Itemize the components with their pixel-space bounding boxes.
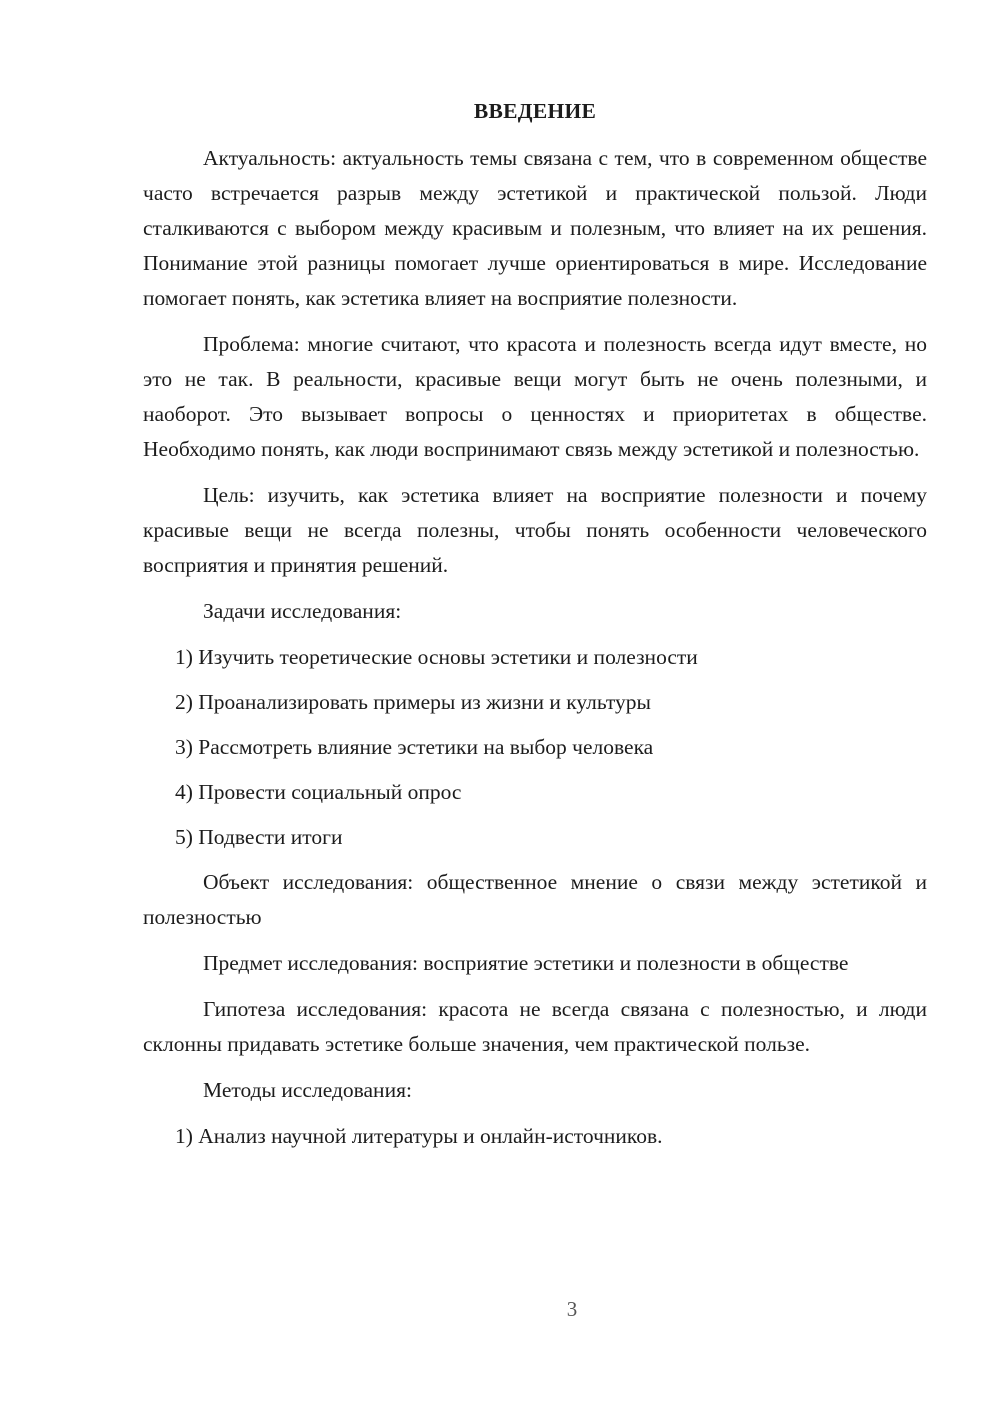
list-item: 5) Подвести итоги <box>175 825 343 849</box>
relevance-paragraph: Актуальность: актуальность темы связана с тем, что в современном обществе часто встречается разрыв между эстетикой и практической пользой. Люди сталкиваются с выбором между красивым и полезным, что влияет на их решения. Понимание этой разницы помогает лучше ориентироваться в мире. Исследование помогает понять, как эстетика влияет на восприятие полезности. <box>143 146 927 310</box>
tasks-heading: Задачи исследования: <box>203 599 402 623</box>
object-paragraph: Объект исследования: общественное мнение о связи между эстетикой и полезностью <box>143 870 927 929</box>
document-page <box>143 94 927 1164</box>
page-number: 3 <box>566 1297 578 1321</box>
problem-paragraph: Проблема: многие считают, что красота и полезность всегда идут вместе, но это не так. В реальности, красивые вещи могут быть не очень полезными, и наоборот. Это вызывает вопросы о ценностях и приоритетах в обществе. Необходимо понять, как люди воспринимают связь между эстетикой и полезностью. <box>143 332 927 461</box>
list-item: 3) Рассмотреть влияние эстетики на выбор человека <box>175 735 654 759</box>
methods-heading: Методы исследования: <box>203 1078 412 1102</box>
methods-list <box>143 1119 927 1154</box>
subject-paragraph: Предмет исследования: восприятие эстетики и полезности в обществе <box>203 951 849 975</box>
hypothesis-paragraph: Гипотеза исследования: красота не всегда связана с полезностью, и люди склонны придавать эстетике больше значения, чем практической пользе. <box>143 997 927 1056</box>
list-item: 1) Анализ научной литературы и онлайн-источников. <box>175 1124 663 1148</box>
list-item: 4) Провести социальный опрос <box>175 780 462 804</box>
list-item: 2) Проанализировать примеры из жизни и культуры <box>175 690 651 714</box>
goal-paragraph: Цель: изучить, как эстетика влияет на восприятие полезности и почему красивые вещи не всегда полезны, чтобы понять особенности человеческого восприятия и принятия решений. <box>143 483 927 577</box>
page-title: ВВЕДЕНИЕ <box>473 99 597 123</box>
list-item: 1) Изучить теоретические основы эстетики и полезности <box>175 645 698 669</box>
tasks-list <box>143 640 927 855</box>
